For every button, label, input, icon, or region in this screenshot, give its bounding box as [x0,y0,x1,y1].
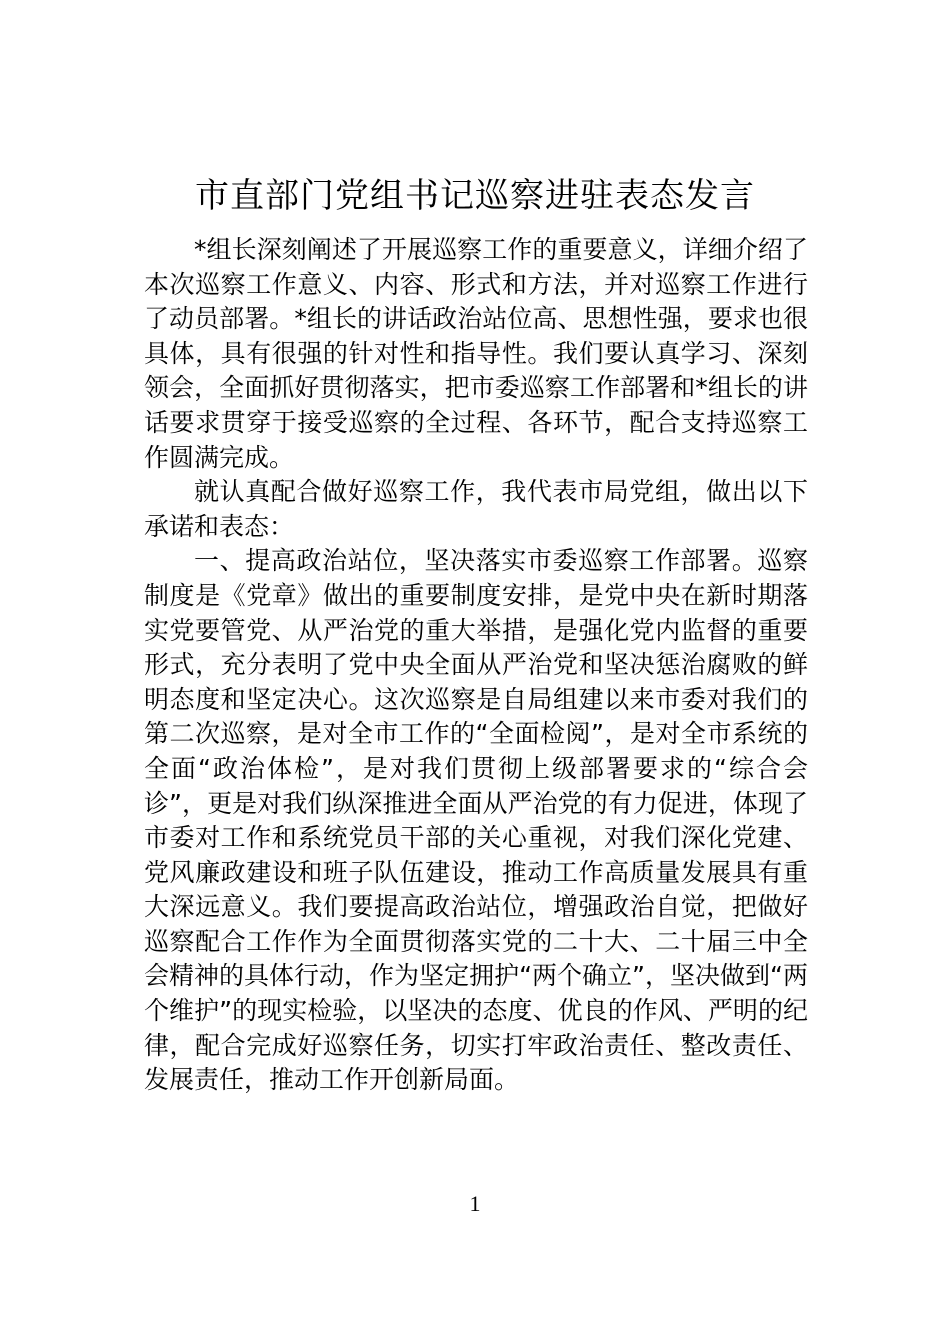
paragraph-section-one: 一、提高政治站位，坚决落实市委巡察工作部署。巡察制度是《党章》做出的重要制度安排，是党中央在新时期落实党要管党、从严治党的重大举措，是强化党内监督的重要形式，充分表明了党中央全面从严治党和坚决惩治腐败的鲜明态度和坚定决心。这次巡察是自局组建以来市委对我们的第二次巡察，是对全市工作的“全面检阅”，是对全市系统的全面“政治体检”，是对我们贯彻上级部署要求的“综合会诊”，更是对我们纵深推进全面从严治党的有力促进，体现了市委对工作和系统党员干部的关心重视，对我们深化党建、党风廉政建设和班子队伍建设，推动工作高质量发展具有重大深远意义。我们要提高政治站位，增强政治自觉，把做好巡察配合工作作为全面贯彻落实党的二十大、二十届三中全会精神的具体行动，作为坚定拥护“两个确立”，坚决做到“两个维护”的现实检验，以坚决的态度、优良的作风、严明的纪律，配合完成好巡察任务，切实打牢政治责任、整改责任、发展责任，推动工作开创新局面。 [144,546,808,1095]
paragraph-commitment-lead: 就认真配合做好巡察工作，我代表市局党组，做出以下承诺和表态： [144,477,808,541]
page-number: 1 [469,1191,481,1216]
paragraph-intro: *组长深刻阐述了开展巡察工作的重要意义，详细介绍了本次巡察工作意义、内容、形式和方法，并对巡察工作进行了动员部署。*组长的讲话政治站位高、思想性强，要求也很具体，具有很强的针对性和指导性。我们要认真学习、深刻领会，全面抓好贯彻落实，把市委巡察工作部署和*组长的讲话要求贯穿于接受巡察的全过程、各环节，配合支持巡察工作圆满完成。 [144,235,808,472]
document-body [144,233,808,1098]
document-title: 市直部门党组书记巡察进驻表态发言 [195,176,755,216]
